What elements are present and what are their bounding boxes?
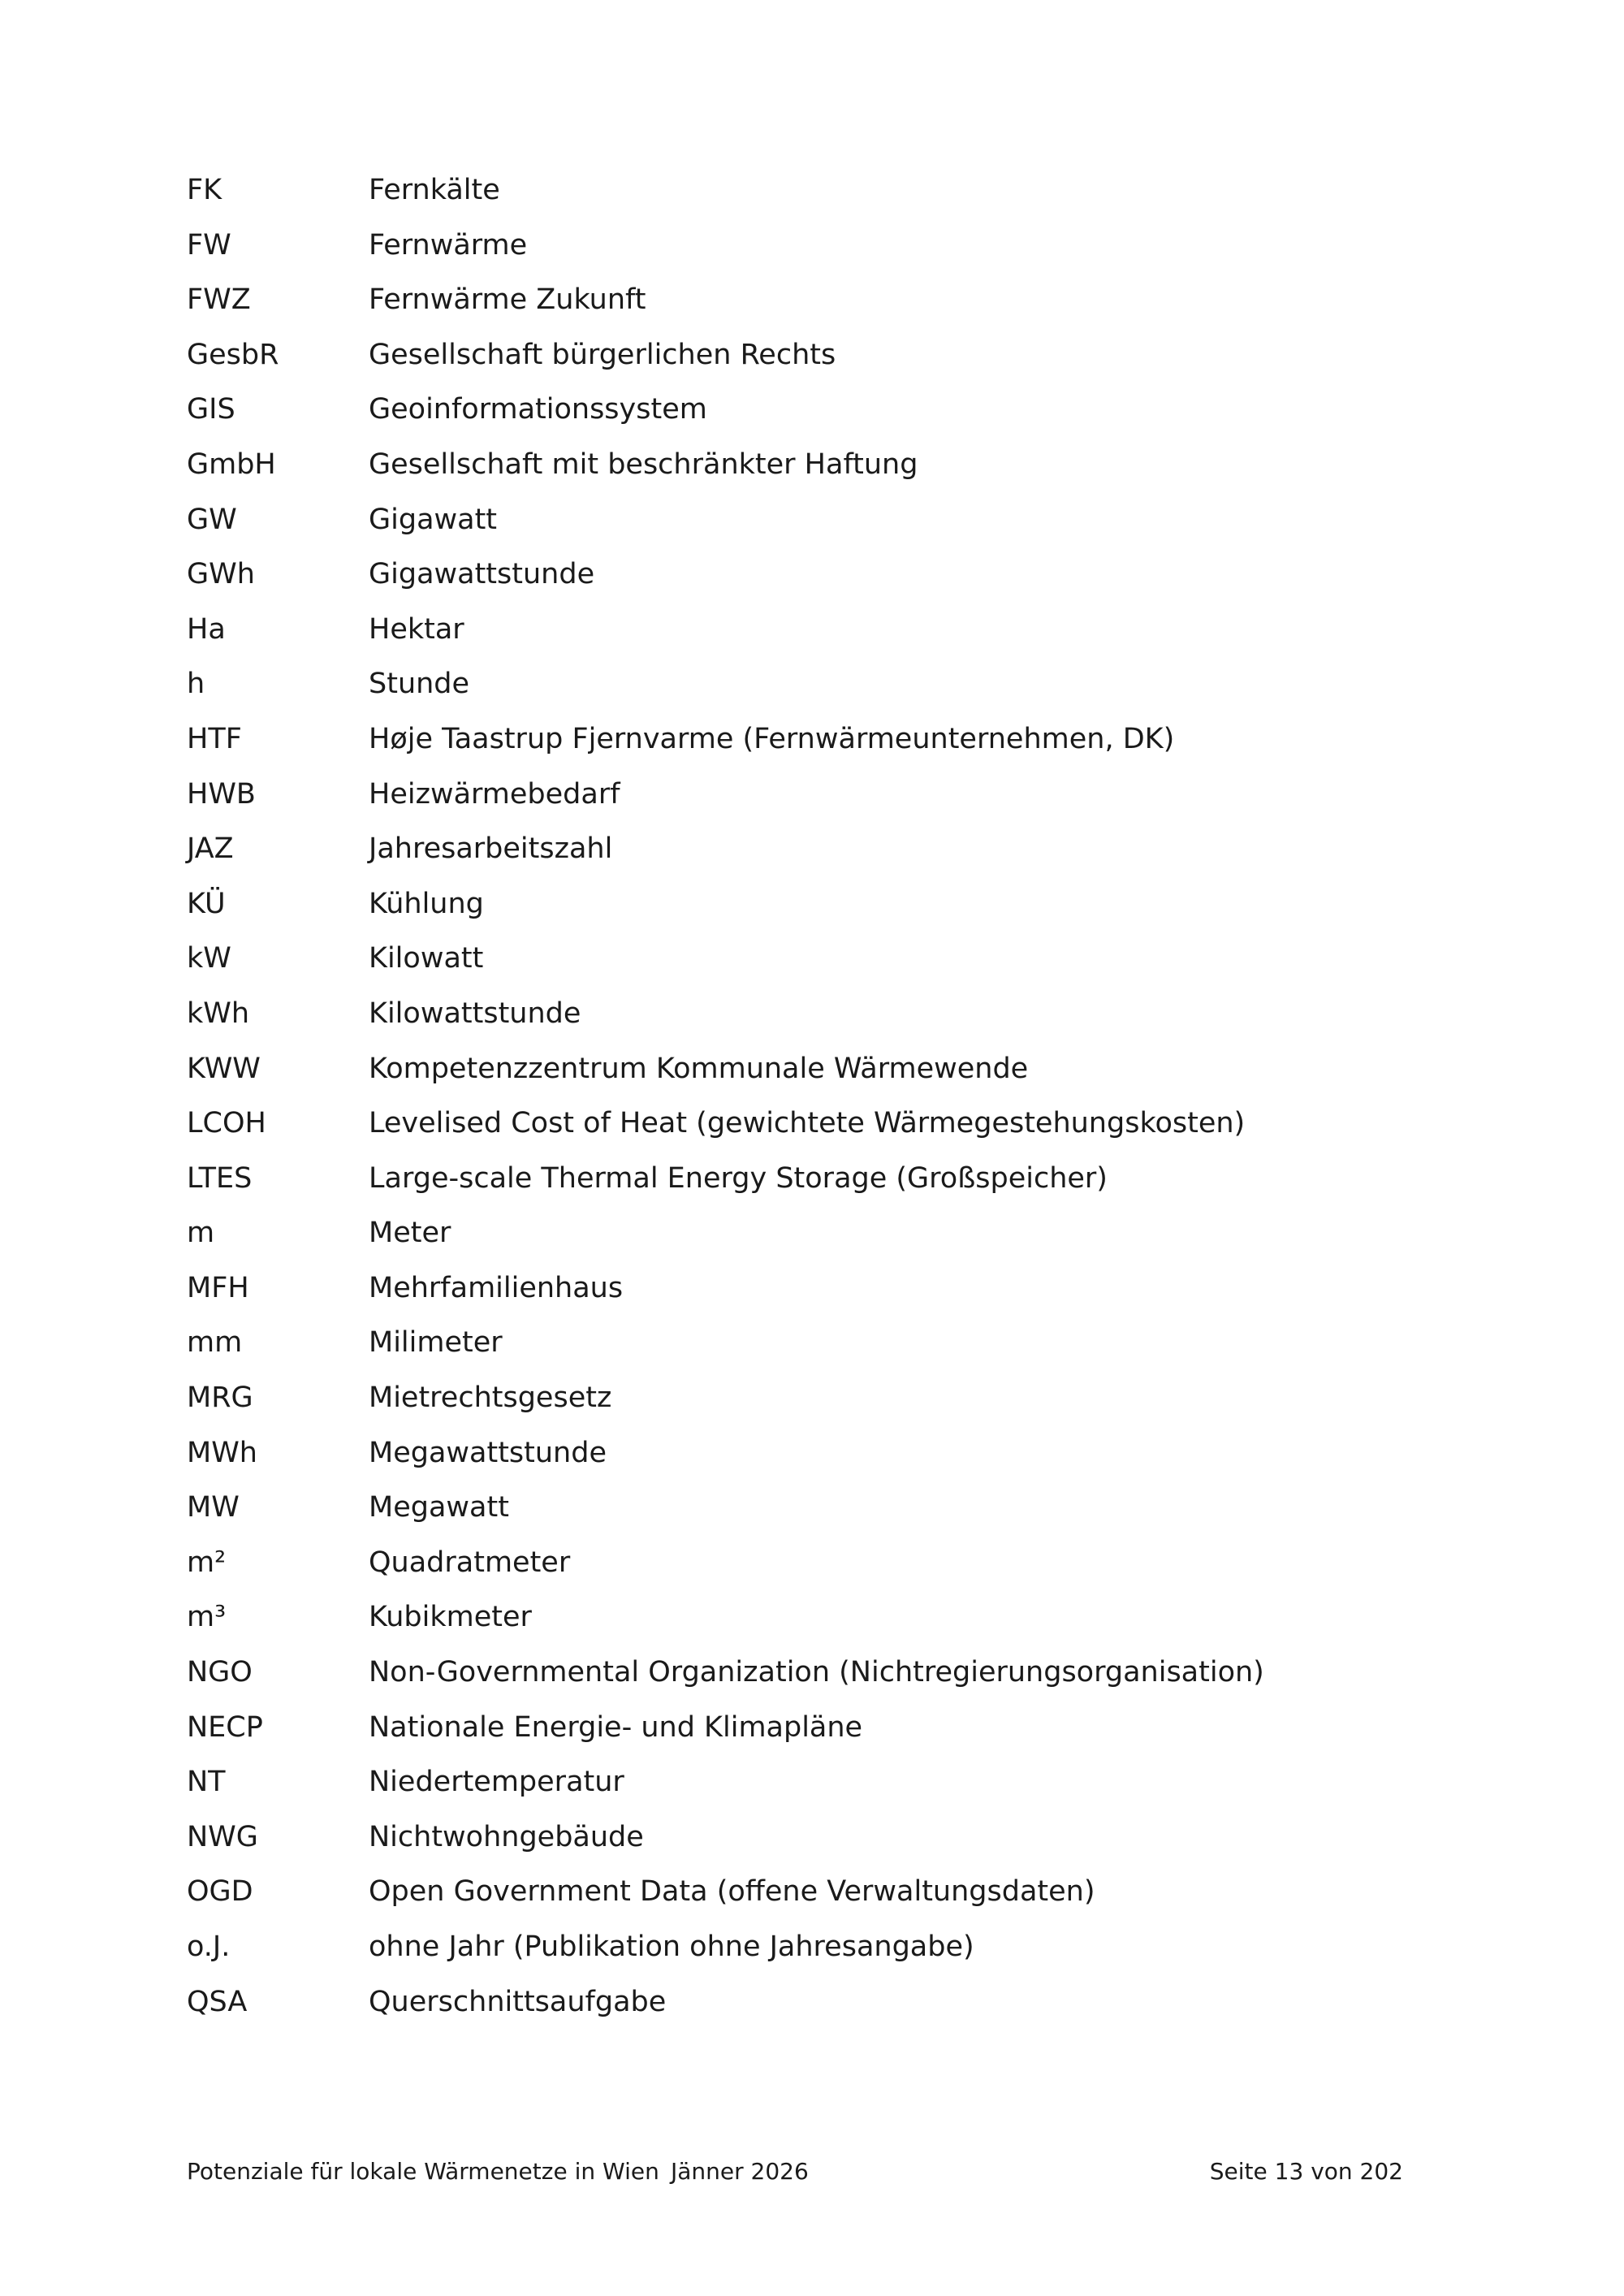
abbreviation-term: MFH (187, 1271, 249, 1304)
abbreviation-term: MWh (187, 1436, 257, 1469)
abbreviation-definition: Large-scale Thermal Energy Storage (Großspeicher) (369, 1161, 1108, 1195)
abbreviation-definition: Levelised Cost of Heat (gewichtete Wärmegestehungskosten) (369, 1107, 1246, 1140)
abbreviation-row (187, 886, 1421, 941)
abbreviation-term: mm (187, 1326, 243, 1360)
abbreviation-row (187, 666, 1421, 721)
footer-document-title: Potenziale für lokale Wärmenetze in Wien (187, 2158, 659, 2185)
abbreviation-row (187, 502, 1421, 557)
abbreviation-row (187, 1325, 1421, 1380)
abbreviation-row (187, 1819, 1421, 1874)
abbreviation-term: QSA (187, 1985, 248, 2018)
abbreviation-term: Ha (187, 612, 226, 646)
abbreviation-term: GW (187, 503, 237, 536)
abbreviation-row (187, 1984, 1421, 2039)
abbreviation-definition: Milimeter (369, 1326, 503, 1360)
abbreviation-row (187, 391, 1421, 447)
abbreviation-term: GmbH (187, 448, 276, 481)
abbreviation-definition: Stunde (369, 668, 470, 701)
abbreviation-definition: Kompetenzzentrum Kommunale Wärmewende (369, 1052, 1029, 1085)
abbreviation-row (187, 1105, 1421, 1161)
abbreviation-row (187, 1051, 1421, 1106)
abbreviation-term: FWZ (187, 283, 251, 317)
abbreviation-row (187, 1764, 1421, 1819)
abbreviation-row (187, 1874, 1421, 1929)
abbreviation-term: kWh (187, 997, 250, 1030)
abbreviation-definition: Nationale Energie- und Klimapläne (369, 1710, 863, 1744)
abbreviation-term: OGD (187, 1875, 253, 1909)
abbreviation-row (187, 1270, 1421, 1325)
abbreviation-definition: Kubikmeter (369, 1601, 532, 1634)
abbreviation-term: NWG (187, 1820, 258, 1853)
abbreviation-term: NT (187, 1766, 226, 1799)
abbreviation-term: m³ (187, 1601, 227, 1634)
abbreviation-definition: Kühlung (369, 887, 484, 920)
abbreviation-row (187, 1545, 1421, 1600)
abbreviation-term: NGO (187, 1656, 253, 1689)
abbreviation-definition: Niedertemperatur (369, 1766, 624, 1799)
abbreviation-row (187, 172, 1421, 227)
abbreviation-row (187, 1161, 1421, 1216)
footer-date: Jänner 2026 (671, 2158, 809, 2185)
abbreviation-term: h (187, 668, 205, 701)
abbreviation-row (187, 721, 1421, 776)
abbreviation-term: KWW (187, 1052, 261, 1085)
abbreviation-term: LTES (187, 1161, 253, 1195)
abbreviation-definition: Megawattstunde (369, 1436, 607, 1469)
abbreviation-term: GesbR (187, 338, 279, 371)
abbreviation-definition: Nichtwohngebäude (369, 1820, 644, 1853)
abbreviation-definition: Jahresarbeitszahl (369, 832, 613, 866)
abbreviation-row (187, 227, 1421, 283)
footer-page-number: Seite 13 von 202 (1209, 2158, 1403, 2185)
abbreviation-definition: Non-Governmental Organization (Nichtregierungsorganisation) (369, 1656, 1264, 1689)
abbreviation-row (187, 1215, 1421, 1270)
abbreviation-definition: Mehrfamilienhaus (369, 1271, 624, 1304)
abbreviation-term: kW (187, 942, 231, 975)
abbreviation-term: HWB (187, 777, 256, 811)
abbreviation-definition: Mietrechtsgesetz (369, 1381, 612, 1415)
abbreviation-definition: ohne Jahr (Publikation ohne Jahresangabe) (369, 1931, 974, 1963)
abbreviation-term: m (187, 1217, 215, 1250)
abbreviation-definition: Fernwärme (369, 228, 528, 262)
abbreviation-row (187, 1654, 1421, 1710)
abbreviation-definition: Fernwärme Zukunft (369, 283, 646, 317)
abbreviation-term: FW (187, 228, 231, 262)
abbreviation-definition: Kilowatt (369, 942, 484, 975)
abbreviation-row (187, 1435, 1421, 1490)
abbreviation-row (187, 996, 1421, 1051)
abbreviation-row (187, 337, 1421, 392)
abbreviation-definition: Gesellschaft mit beschränkter Haftung (369, 448, 918, 481)
abbreviation-term: KÜ (187, 887, 226, 920)
abbreviation-row (187, 612, 1421, 667)
abbreviation-definition: Høje Taastrup Fjernvarme (Fernwärmeunternehmen, DK) (369, 722, 1175, 755)
abbreviation-term: FK (187, 174, 222, 206)
abbreviation-row (187, 556, 1421, 612)
abbreviation-definition: Gigawattstunde (369, 558, 595, 591)
abbreviation-definition: Open Government Data (offene Verwaltungsdaten) (369, 1875, 1095, 1909)
abbreviation-term: m² (187, 1546, 227, 1579)
abbreviation-term: GWh (187, 558, 255, 591)
abbreviation-definition: Quadratmeter (369, 1546, 571, 1579)
abbreviation-term: GIS (187, 393, 235, 426)
abbreviation-row (187, 1599, 1421, 1654)
abbreviation-row (187, 1929, 1421, 1984)
abbreviation-row (187, 831, 1421, 886)
page-footer (187, 2154, 1403, 2190)
abbreviation-row (187, 1380, 1421, 1435)
abbreviation-definition: Fernkälte (369, 174, 500, 206)
abbreviation-term: MRG (187, 1381, 253, 1415)
abbreviation-definition: Gesellschaft bürgerlichen Rechts (369, 338, 836, 371)
abbreviation-definition: Gigawatt (369, 503, 498, 536)
abbreviation-definition: Meter (369, 1217, 451, 1250)
abbreviation-row (187, 282, 1421, 337)
abbreviation-term: LCOH (187, 1107, 266, 1140)
abbreviation-term: o.J. (187, 1931, 231, 1963)
abbreviation-row (187, 940, 1421, 996)
abbreviation-definition: Megawatt (369, 1491, 509, 1524)
abbreviation-definition: Kilowattstunde (369, 997, 581, 1030)
abbreviation-definition: Querschnittsaufgabe (369, 1985, 667, 2018)
abbreviation-row (187, 447, 1421, 502)
abbreviation-definition: Hektar (369, 612, 464, 646)
abbreviation-list (187, 172, 1421, 2039)
abbreviation-row (187, 1490, 1421, 1545)
abbreviation-definition: Heizwärmebedarf (369, 777, 620, 811)
abbreviation-row (187, 1710, 1421, 1765)
abbreviation-term: HTF (187, 722, 242, 755)
abbreviation-row (187, 776, 1421, 832)
abbreviation-term: MW (187, 1491, 240, 1524)
abbreviation-term: NECP (187, 1710, 263, 1744)
abbreviation-term: JAZ (187, 832, 234, 866)
abbreviation-definition: Geoinformationssystem (369, 393, 707, 426)
